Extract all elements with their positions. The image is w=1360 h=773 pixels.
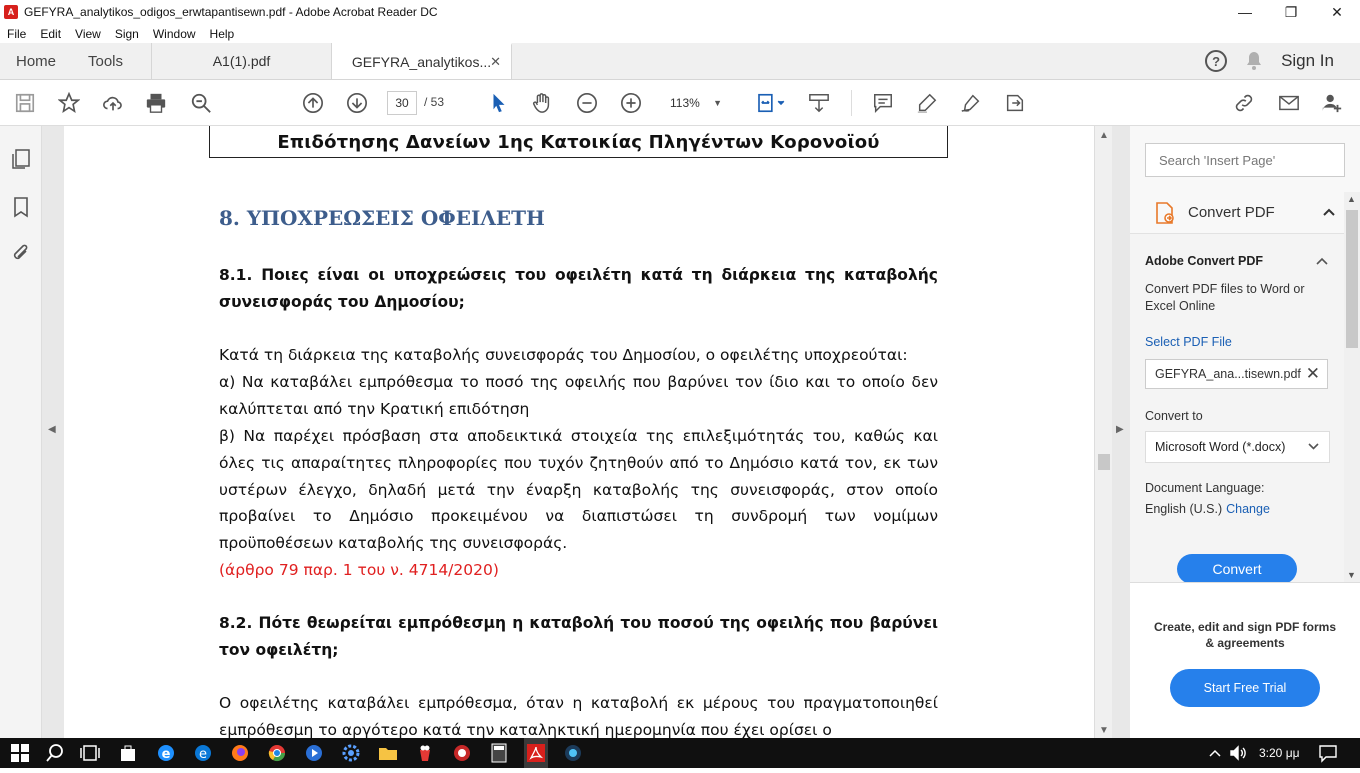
zoom-level-select[interactable] (662, 91, 730, 115)
chrome-icon[interactable] (267, 743, 287, 763)
doc-lang-label: Document Language: (1145, 481, 1265, 495)
highlight-pen-icon[interactable] (914, 90, 940, 116)
toolbar-separator (851, 90, 852, 116)
chevron-down-icon (1308, 442, 1319, 453)
promo-text: Create, edit and sign PDF forms & agreements (1153, 620, 1337, 650)
doc-tab-gefyra[interactable] (332, 43, 512, 79)
app-globe-icon[interactable] (563, 743, 583, 763)
hand-tool-icon[interactable] (529, 90, 555, 116)
email-icon[interactable] (1276, 90, 1302, 116)
document-scrollbar[interactable] (1094, 126, 1112, 738)
zoom-search-icon[interactable] (188, 90, 214, 116)
panel-scroll-up-icon[interactable]: ▲ (1347, 194, 1356, 204)
scroll-down-icon[interactable]: ▼ (1099, 725, 1109, 736)
upload-cloud-icon[interactable] (100, 90, 126, 116)
calculator-icon[interactable] (489, 743, 509, 763)
law-reference: (άρθρο 79 παρ. 1 του ν. 4714/2020) (219, 561, 499, 579)
bookmark-star-icon[interactable] (56, 90, 82, 116)
doc-tab-a1[interactable] (152, 43, 332, 79)
save-icon[interactable] (12, 90, 38, 116)
bookmarks-icon[interactable] (10, 196, 32, 218)
fill-sign-icon[interactable] (958, 90, 984, 116)
page-number-input[interactable]: 30 (387, 91, 417, 115)
task-view-icon[interactable] (80, 743, 100, 763)
question-8-2: 8.2. Πότε θεωρείται εμπρόθεσμη η καταβολή του ποσού της οφειλής που βαρύνει τον οφειλέτη; (219, 614, 938, 659)
doc-tab-label: GEFYRA_analytikos... (351, 54, 492, 70)
share-link-icon[interactable] (1231, 90, 1257, 116)
tab-bar (0, 43, 1360, 80)
svg-text:e: e (199, 747, 207, 762)
panel-scroll-thumb[interactable] (1346, 210, 1358, 348)
tab-tools[interactable]: Tools (70, 43, 152, 79)
doc-tab-label: A1(1).pdf (212, 53, 271, 69)
tab-home[interactable]: Home (16, 52, 57, 70)
acrobat-taskbar-icon[interactable] (524, 738, 548, 768)
notification-bell-icon[interactable] (1245, 51, 1263, 71)
change-language-link[interactable]: Change (1226, 502, 1270, 516)
app-red-icon[interactable] (452, 743, 472, 763)
format-value: Microsoft Word (*.docx) (1155, 440, 1286, 454)
file-explorer-icon[interactable] (378, 743, 398, 763)
header-right (1205, 43, 1360, 79)
firefox-icon[interactable] (230, 743, 250, 763)
main-toolbar (0, 80, 1360, 126)
scrolling-mode-icon[interactable] (806, 90, 832, 116)
scroll-thumb[interactable] (1098, 454, 1110, 470)
attachments-icon[interactable] (10, 242, 32, 264)
acp-description: Convert PDF files to Word or Excel Online (1145, 282, 1305, 313)
document-viewport[interactable] (64, 126, 1094, 738)
paragraph-a: α) Να καταβάλει εμπρόθεσμα το ποσό της οφειλής που βαρύνει τον ίδιο και το οποίο δεν καλύπτεται από την Κρατική επιδότηση (219, 373, 938, 418)
chevron-left-icon: ◀ (48, 424, 56, 435)
minimize-button[interactable]: — (1238, 4, 1252, 20)
chevron-up-icon[interactable] (1322, 206, 1336, 220)
tray-chevron-icon[interactable] (1205, 743, 1225, 763)
zoom-in-icon[interactable] (618, 90, 644, 116)
convert-pdf-title: Convert PDF (1188, 204, 1275, 221)
chevron-right-icon: ▶ (1116, 424, 1124, 435)
right-pane-collapse[interactable] (1112, 126, 1130, 738)
acrobat-app-icon: A (4, 5, 18, 19)
previous-page-icon[interactable] (300, 90, 326, 116)
zoom-out-icon[interactable] (574, 90, 600, 116)
edge-icon[interactable] (193, 743, 213, 763)
search-icon[interactable] (45, 743, 65, 763)
document-language (1145, 478, 1270, 520)
adobe-convert-panel (1130, 234, 1344, 582)
document-banner: Επιδότησης Δανείων 1ης Κατοικίας Πληγέντων Κορονοϊού (209, 126, 948, 158)
clock[interactable]: 3:20 μμ (1259, 746, 1300, 760)
paragraph-answer-8-2: Ο οφειλέτης καταβάλει εμπρόθεσμα, όταν η καταβολή εκ μέρους του πραγματοποιηθεί εμπρόθεσμη το αργότερο κατά την καταληκτική ημερομηνία που έχει ορίσει ο (219, 694, 938, 738)
acp-collapse-icon[interactable] (1316, 256, 1328, 268)
select-pdf-link[interactable]: Select PDF File (1145, 335, 1232, 349)
menu-file[interactable]: File (7, 26, 27, 41)
media-player-icon[interactable] (304, 743, 324, 763)
zoom-level-value: 113% (670, 96, 700, 110)
doc-lang-value: English (U.S.) (1145, 502, 1223, 516)
format-select[interactable] (1145, 431, 1330, 463)
scroll-up-icon[interactable]: ▲ (1099, 130, 1109, 141)
zoom-caret-icon: ▼ (713, 98, 722, 108)
menu-help[interactable]: Help (209, 26, 235, 41)
menu-sign[interactable]: Sign (114, 26, 139, 41)
fit-page-icon[interactable] (752, 90, 788, 116)
menu-edit[interactable]: Edit (40, 26, 62, 41)
pdf-page (64, 126, 1094, 738)
left-pane-collapse[interactable] (42, 126, 64, 738)
menu-window[interactable]: Window (152, 26, 196, 41)
internet-explorer-icon[interactable] (156, 743, 176, 763)
panel-scroll-down-icon[interactable]: ▼ (1347, 570, 1356, 580)
menu-bar (0, 24, 1360, 43)
page-thumbnails-icon[interactable] (10, 148, 32, 170)
volume-icon[interactable] (1228, 743, 1248, 763)
print-icon[interactable] (143, 90, 169, 116)
convert-pdf-icon (1154, 201, 1176, 225)
action-center-icon[interactable] (1318, 743, 1338, 763)
select-cursor-icon[interactable] (486, 90, 512, 116)
popcorn-app-icon[interactable] (415, 743, 435, 763)
next-page-icon[interactable] (344, 90, 370, 116)
acp-title: Adobe Convert PDF (1145, 254, 1264, 268)
close-window-button[interactable]: ✕ (1331, 3, 1343, 20)
add-user-icon[interactable] (1319, 90, 1345, 116)
paragraph-intro: Κατά τη διάρκεια της καταβολής συνεισφοράς του Δημοσίου, ο οφειλέτης υποχρεούται: (219, 346, 908, 364)
more-tools-icon[interactable] (1002, 90, 1028, 116)
selected-file-field[interactable] (1145, 359, 1328, 389)
title-bar (0, 0, 1360, 24)
settings-gear-icon[interactable] (341, 743, 361, 763)
right-tools-panel (1130, 126, 1360, 738)
svg-text:e: e (161, 747, 171, 762)
menu-view[interactable]: View (75, 26, 101, 41)
maximize-button[interactable]: ❐ (1284, 3, 1298, 20)
sign-in-button[interactable]: Sign In (1281, 51, 1334, 70)
comment-icon[interactable] (870, 90, 896, 116)
convert-button[interactable]: Convert (1177, 554, 1297, 584)
panel-scrollbar[interactable] (1344, 192, 1360, 582)
start-free-trial-button[interactable]: Start Free Trial (1170, 669, 1320, 707)
selected-file-name: GEFYRA_ana...tisewn.pdf (1155, 367, 1301, 381)
windows-start-icon[interactable] (10, 743, 30, 763)
page-total: / 53 (424, 95, 445, 109)
windows-taskbar (0, 738, 1360, 768)
paragraph-b: β) Να παρέχει πρόσβαση στα αποδεικτικά στοιχεία της επιλεξιμότητάς του, καθώς και όλες τις απαραίτητες πληροφορίες που τυχόν ζητηθούν από το Δημόσιο κατά τον, εκ των υστέρων έλεγχο, δηλαδή μετά την έναρξη καταβολής της συνεισφοράς, στον οποίο προβαίνει το Δημόσιο προκειμένου να διαπιστώσει τη συνδρομή των νομίμων προϋποθέσεων καταβολής της συνεισφοράς. (219, 427, 938, 553)
section-heading: 8. ΥΠΟΧΡΕΩΣΕΙΣ ΟΦΕΙΛΕΤΗ (219, 206, 545, 230)
promo-box (1130, 582, 1360, 738)
window-title: GEFYRA_analytikos_odigos_erwtapantisewn.pdf - Adobe Acrobat Reader DC (24, 5, 438, 19)
window-controls (1222, 0, 1360, 24)
question-8-1: 8.1. Ποιες είναι οι υποχρεώσεις του οφειλέτη κατά τη διάρκεια της καταβολής συνεισφοράς του Δημοσίου; (219, 266, 938, 311)
tool-search-input[interactable]: Search 'Insert Page' (1145, 143, 1345, 177)
convert-pdf-header[interactable] (1130, 192, 1344, 234)
store-icon[interactable] (118, 743, 138, 763)
clear-file-icon[interactable]: ✕ (1305, 364, 1320, 383)
left-navigation-rail (0, 126, 42, 738)
convert-to-label: Convert to (1145, 409, 1203, 423)
help-icon[interactable]: ? (1205, 50, 1227, 72)
close-tab-icon[interactable]: ✕ (490, 54, 501, 69)
